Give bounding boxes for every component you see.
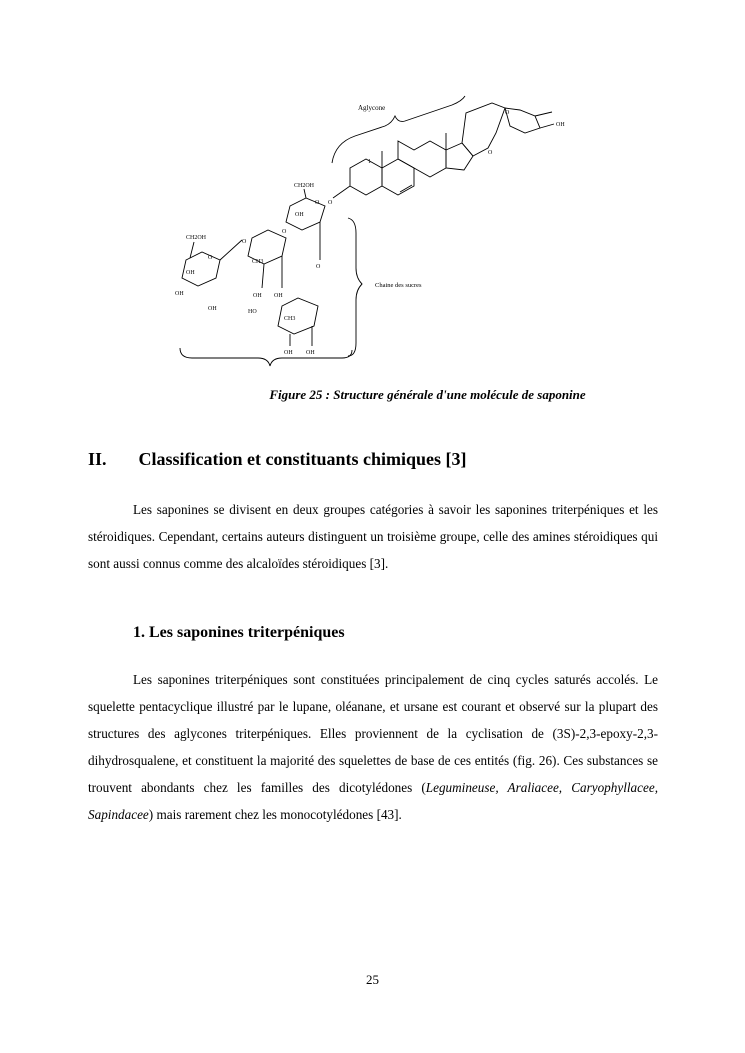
- svg-text:OH: OH: [306, 350, 315, 356]
- svg-text:O: O: [208, 255, 213, 261]
- carbon-one-label: 1: [368, 159, 371, 165]
- svg-text:OH: OH: [274, 293, 283, 299]
- sugar-chain-label: Chaine des sucres: [375, 282, 422, 289]
- paragraph-2-text-b: ) mais rarement chez les monocotylédones [43].: [148, 807, 402, 822]
- svg-text:OH: OH: [284, 350, 293, 356]
- svg-text:CH2OH: CH2OH: [186, 235, 207, 241]
- bottom-brace: [180, 348, 352, 366]
- ring-e: [462, 103, 505, 156]
- section-heading: [88, 449, 467, 470]
- svg-text:O: O: [488, 150, 493, 156]
- svg-text:OH: OH: [295, 212, 304, 218]
- svg-text:O: O: [242, 239, 247, 245]
- aglycone-brace: [332, 96, 465, 163]
- svg-text:OH: OH: [208, 306, 217, 312]
- ring-d: [446, 143, 473, 170]
- plant-families-italic: Legumineuse, Araliacee, Caryophyllacee, Sapindacee: [88, 780, 658, 822]
- svg-text:CH3: CH3: [284, 316, 296, 322]
- page-number: 25: [366, 972, 379, 987]
- paragraph-triterpenic: [88, 666, 658, 828]
- svg-text:OH: OH: [186, 270, 195, 276]
- svg-text:OH: OH: [253, 293, 262, 299]
- ring-c: [398, 141, 446, 177]
- paragraph-2-text-a: Les saponines triterpéniques sont constituées principalement de cinq cycles saturés accolés. Le squelette pentacyclique illustré par le lupane, oléanane, et ursane est courant et observé sur la plupart des structures des aglycones triterpéniques. Elles proviennent de la cyclisation de (3S)-2,3-epoxy-2,3-dihydrosqualene, et constituent la majorité des squelettes de base de ces entités (fig. 26). Ces substances se trouvent abondants chez les familles des dicotylédones (: [88, 672, 658, 795]
- paragraph-1-text: Les saponines se divisent en deux groupes catégories à savoir les saponines triterpéniques et les stéroidiques. Cependant, certains auteurs distinguent un troisième groupe, celle des amines stéroidiques qui sont aussi connus comme des alcaloïdes stéroidiques [3].: [88, 502, 658, 571]
- ring-b: [382, 159, 414, 195]
- svg-text:OH: OH: [556, 122, 565, 128]
- saponin-structure-figure: [170, 88, 590, 368]
- paragraph-saponin-groups: [88, 496, 658, 577]
- aglycone-label: Aglycone: [358, 104, 386, 112]
- sugar-chain-brace: [348, 218, 362, 356]
- svg-text:HO: HO: [248, 309, 257, 315]
- section-number: II.: [88, 449, 107, 469]
- section-title: Classification et constituants chimiques [3]: [138, 449, 467, 469]
- figure-caption: Figure 25 : Structure générale d'une molécule de saponine: [269, 387, 586, 402]
- ring-a: [350, 159, 382, 195]
- subsection-heading: 1. Les saponines triterpéniques: [133, 624, 345, 641]
- svg-text:OH: OH: [175, 291, 184, 297]
- ring-f: [505, 108, 540, 133]
- svg-text:O: O: [282, 229, 287, 235]
- svg-text:CH3: CH3: [252, 259, 264, 265]
- sugar-ring-3: [182, 252, 220, 286]
- svg-text:O: O: [316, 264, 321, 270]
- svg-text:CH2OH: CH2OH: [294, 183, 315, 189]
- svg-text:O: O: [505, 110, 510, 116]
- svg-text:O: O: [328, 200, 333, 206]
- saponin-molecule-diagram: [170, 88, 590, 368]
- svg-text:O: O: [315, 200, 320, 206]
